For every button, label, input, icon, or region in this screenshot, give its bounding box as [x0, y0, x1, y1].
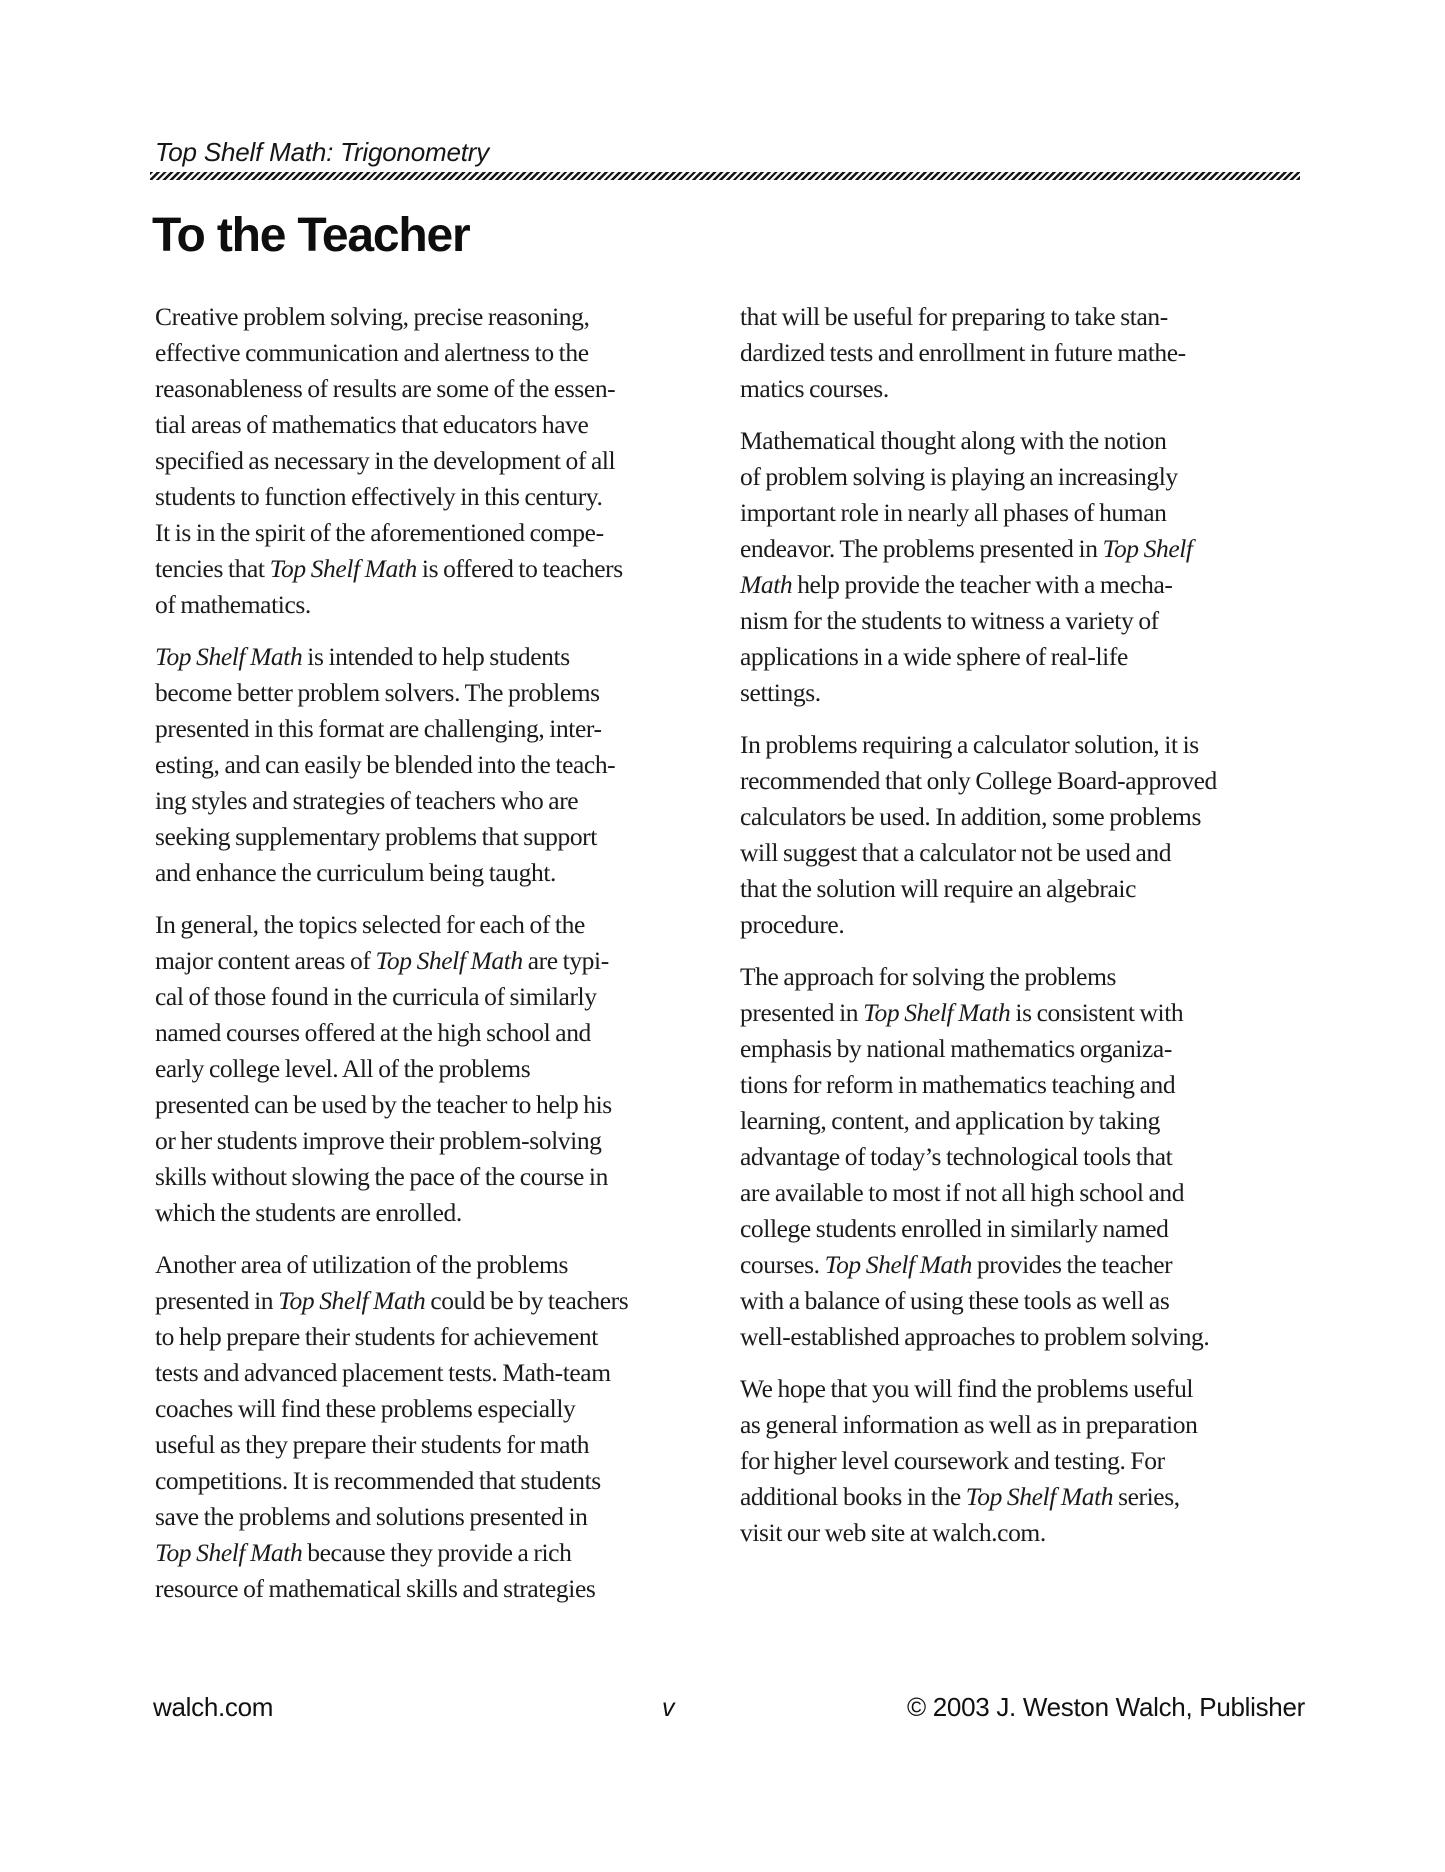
paragraph	[155, 299, 660, 623]
footer-website: walch.com	[153, 1692, 274, 1722]
text-line: applications in a wide sphere of real-life	[740, 642, 1128, 671]
text-line: The approach for solving the problems	[740, 962, 1117, 991]
text-line: settings.	[740, 678, 821, 707]
paragraph	[155, 1247, 660, 1607]
text-line: important role in nearly all phases of human	[740, 498, 1167, 527]
text-line: Creative problem solving, precise reasoning,	[155, 302, 590, 331]
text-line: courses. Top Shelf Math provides the teacher	[740, 1250, 1173, 1279]
text-line: effective communication and alertness to the	[155, 338, 589, 367]
left-column	[155, 299, 660, 1607]
text-line: recommended that only College Board-approved	[740, 766, 1217, 795]
text-line: for higher level coursework and testing. For	[740, 1446, 1165, 1475]
footer-copyright: © 2003 J. Weston Walch, Publisher	[906, 1692, 1305, 1722]
text-line: or her students improve their problem-solving	[155, 1126, 602, 1155]
paragraph	[740, 959, 1245, 1355]
text-line: additional books in the Top Shelf Math series,	[740, 1482, 1180, 1511]
text-line: ing styles and strategies of teachers who are	[155, 786, 579, 815]
running-header: Top Shelf Math: Trigonometry	[155, 137, 489, 167]
text-line: and enhance the curriculum being taught.	[155, 858, 557, 887]
text-line: named courses offered at the high school and	[155, 1018, 591, 1047]
text-line: as general information as well as in preparation	[740, 1410, 1198, 1439]
text-line: become better problem solvers. The problems	[155, 678, 600, 707]
text-line: tions for reform in mathematics teaching and	[740, 1070, 1176, 1099]
text-line: learning, content, and application by taking	[740, 1106, 1160, 1135]
right-column	[740, 299, 1245, 1551]
text-line: which the students are enrolled.	[155, 1198, 462, 1227]
text-line: cal of those found in the curricula of similarly	[155, 982, 597, 1011]
text-line: save the problems and solutions presented in	[155, 1502, 588, 1531]
text-line: to help prepare their students for achievement	[155, 1322, 598, 1351]
page-title: To the Teacher	[152, 209, 470, 262]
text-line: of mathematics.	[155, 590, 311, 619]
text-line: esting, and can easily be blended into the teach-	[155, 750, 616, 779]
text-line: matics courses.	[740, 374, 889, 403]
text-line: In general, the topics selected for each of the	[155, 910, 585, 939]
paragraph	[740, 299, 1245, 407]
text-line: emphasis by national mathematics organiza-	[740, 1034, 1172, 1063]
text-line: coaches will find these problems especially	[155, 1394, 576, 1423]
paragraph	[740, 1371, 1245, 1551]
paragraph	[155, 639, 660, 891]
text-line: tial areas of mathematics that educators have	[155, 410, 589, 439]
text-line: useful as they prepare their students for math	[155, 1430, 590, 1459]
text-line: are available to most if not all high school and	[740, 1178, 1185, 1207]
decorative-rule	[150, 172, 1300, 180]
text-line: visit our web site at walch.com.	[740, 1518, 1046, 1547]
text-line: that will be useful for preparing to take stan-	[740, 302, 1168, 331]
text-line: specified as necessary in the development of all	[155, 446, 616, 475]
text-line: reasonableness of results are some of the essen-	[155, 374, 616, 403]
text-line: Another area of utilization of the problems	[155, 1250, 568, 1279]
text-line: We hope that you will find the problems useful	[740, 1374, 1194, 1403]
text-line: nism for the students to witness a variety of	[740, 606, 1159, 635]
text-line: seeking supplementary problems that support	[155, 822, 597, 851]
text-line: presented in this format are challenging, inter-	[155, 714, 602, 743]
text-line: Mathematical thought along with the notion	[740, 426, 1167, 455]
text-line: In problems requiring a calculator solution, it is	[740, 730, 1199, 759]
footer-page-number: v	[662, 1694, 675, 1722]
text-line: resource of mathematical skills and strategies	[155, 1574, 596, 1603]
text-line: Math help provide the teacher with a mecha-	[740, 570, 1173, 599]
text-line: Top Shelf Math because they provide a rich	[155, 1538, 572, 1567]
text-line: that the solution will require an algebraic	[740, 874, 1136, 903]
text-line: with a balance of using these tools as well as	[740, 1286, 1170, 1315]
text-line: students to function effectively in this century.	[155, 482, 603, 511]
text-line: presented in Top Shelf Math is consistent with	[740, 998, 1184, 1027]
paragraph	[155, 907, 660, 1231]
text-line: of problem solving is playing an increasingly	[740, 462, 1178, 491]
paragraph	[740, 423, 1245, 711]
paragraph	[740, 727, 1245, 943]
text-line: skills without slowing the pace of the course in	[155, 1162, 608, 1191]
text-line: dardized tests and enrollment in future mathe-	[740, 338, 1186, 367]
text-line: tencies that Top Shelf Math is offered to teachers	[155, 554, 623, 583]
text-line: major content areas of Top Shelf Math are typi-	[155, 946, 609, 975]
text-line: well-established approaches to problem solving.	[740, 1322, 1210, 1351]
text-line: advantage of today’s technological tools that	[740, 1142, 1173, 1171]
text-line: will suggest that a calculator not be used and	[740, 838, 1172, 867]
text-line: tests and advanced placement tests. Math-team	[155, 1358, 611, 1387]
text-line: early college level. All of the problems	[155, 1054, 531, 1083]
text-line: college students enrolled in similarly named	[740, 1214, 1169, 1243]
text-line: endeavor. The problems presented in Top Shelf	[740, 534, 1193, 563]
text-line: Top Shelf Math is intended to help students	[155, 642, 570, 671]
text-line: presented in Top Shelf Math could be by teachers	[155, 1286, 629, 1315]
text-line: calculators be used. In addition, some problems	[740, 802, 1201, 831]
text-line: competitions. It is recommended that students	[155, 1466, 601, 1495]
text-line: procedure.	[740, 910, 845, 939]
text-line: It is in the spirit of the aforementioned compe-	[155, 518, 604, 547]
text-line: presented can be used by the teacher to help his	[155, 1090, 612, 1119]
